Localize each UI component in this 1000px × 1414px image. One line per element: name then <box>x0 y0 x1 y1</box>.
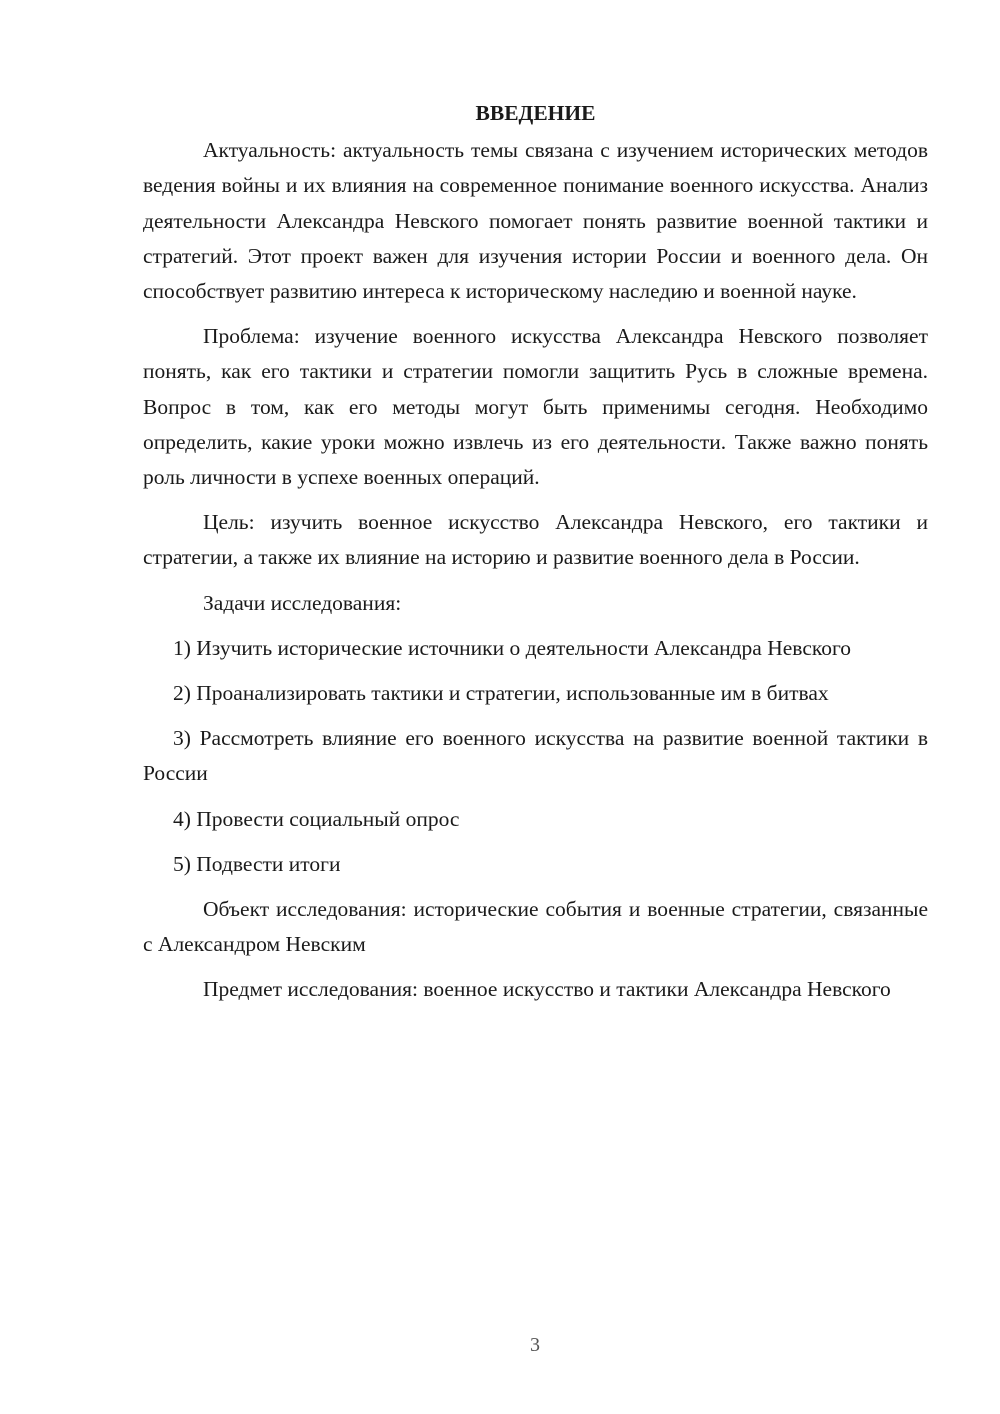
page-title: ВВЕДЕНИЕ <box>475 101 596 125</box>
tasks-heading: Задачи исследования: <box>203 590 402 615</box>
paragraph-problem: Проблема: изучение военного искусства Александра Невского позволяет понять, как его тактики и стратегии помогли защитить Русь в сложные времена. Вопрос в том, как его методы могут быть применимы сегодня. Необходимо определить, какие уроки можно извлечь из его деятельности. Также важно понять роль личности в успехе военных операций. <box>143 324 928 490</box>
paragraph-relevance: Актуальность: актуальность темы связана с изучением исторических методов ведения войны и их влияния на современное понимание военного искусства. Анализ деятельности Александра Невского помогает понять развитие военной тактики и стратегий. Этот проект важен для изучения истории России и военного дела. Он способствует развитию интереса к историческому наследию и военной науке. <box>143 138 928 304</box>
task-item-4: 4) Провести социальный опрос <box>173 806 460 831</box>
task-item-1: 1) Изучить исторические источники о деятельности Александра Невского <box>173 635 851 660</box>
page-number: 3 <box>530 1334 540 1356</box>
paragraph-object: Объект исследования: исторические события и военные стратегии, связанные с Александром Невским <box>143 897 928 957</box>
task-item-5: 5) Подвести итоги <box>173 851 341 876</box>
paragraph-goal: Цель: изучить военное искусство Александра Невского, его тактики и стратегии, а также их влияние на историю и развитие военного дела в России. <box>143 510 928 570</box>
task-item-3: 3) Рассмотреть влияние его военного искусства на развитие военной тактики в России <box>143 726 928 786</box>
page-content <box>143 96 928 1018</box>
paragraph-subject: Предмет исследования: военное искусство и тактики Александра Невского <box>203 977 891 1002</box>
task-item-2: 2) Проанализировать тактики и стратегии, использованные им в битвах <box>173 681 829 706</box>
